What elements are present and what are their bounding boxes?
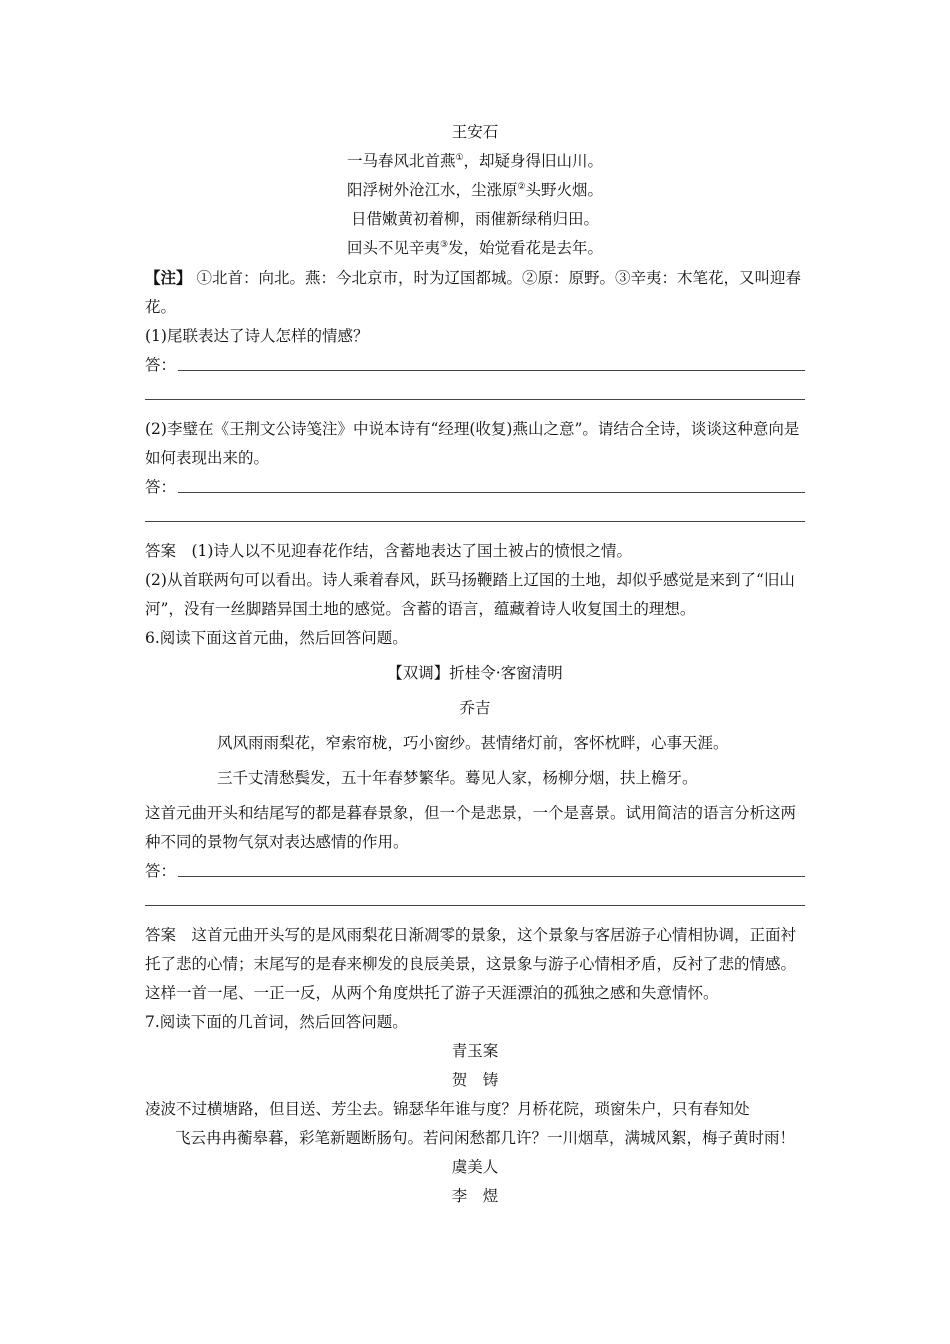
poem1-line-1: 一马春风北首燕①，却疑身得旧山川。	[346, 152, 604, 170]
qu-author: 乔吉	[459, 699, 491, 717]
answer-field-6[interactable]	[145, 857, 805, 886]
answer-5-1: 答案 (1)诗人以不见迎春花作结，含蓄地表达了国土被占的愤恨之情。	[145, 542, 632, 560]
question-5-1: (1)尾联表达了诗人怎样的情感？	[145, 327, 369, 345]
answer-blank-line[interactable]	[145, 380, 805, 409]
question-5-2: (2)李璧在《王荆文公诗笺注》中说本诗有“经理(收复)燕山之意”。请结合全诗，谈谈这种意向是如何表现出来的。	[145, 420, 800, 467]
qu-line-1: 风风雨雨梨花，窄索帘栊，巧小窗纱。甚情绪灯前，客怀枕畔，心事天涯。	[217, 734, 729, 752]
answer-label: 答：	[145, 862, 177, 880]
ci1-title: 青玉案	[451, 1042, 499, 1060]
ci1-line-1: 凌波不过横塘路，但目送、芳尘去。锦瑟华年谁与度？月桥花院，琐窗朱户，只有春知处	[145, 1100, 750, 1118]
question-7-intro: 7.阅读下面的几首词，然后回答问题。	[145, 1013, 408, 1031]
answer-field-5-1[interactable]	[145, 351, 805, 380]
answer-blank-line[interactable]	[145, 502, 805, 531]
question-6: 这首元曲开头和结尾写的都是暮春景象，但一个是悲景，一个是喜景。试用简洁的语言分析这两种不同的景物气氛对表达感情的作用。	[145, 804, 797, 851]
ci1-author: 贺 铸	[451, 1071, 499, 1089]
answer-rule	[178, 876, 805, 877]
answer-blank-line[interactable]	[145, 886, 805, 915]
qu-title: 【双调】折桂令·客窗清明	[387, 664, 563, 682]
poem1-line-2: 阳浮树外沧江水，尘涨原②头野火烟。	[346, 181, 604, 199]
question-6-intro: 6.阅读下面这首元曲，然后回答问题。	[145, 629, 408, 647]
document-page	[145, 118, 805, 1211]
qu-line-2: 三千丈清愁鬓发，五十年春梦繁华。蓦见人家，杨柳分烟，扶上檐牙。	[217, 769, 698, 787]
ci1-line-2: 飞云冉冉蘅皋暮，彩笔新题断肠句。若问闲愁都几许？一川烟草，满城风絮，梅子黄时雨！	[175, 1129, 796, 1147]
poem1-author: 王安石	[451, 123, 499, 141]
ci2-title: 虞美人	[451, 1158, 499, 1176]
poem1-line-3: 日借嫩黄初着柳，雨催新绿稍归田。	[350, 210, 599, 228]
poem1-line-4: 回头不见辛夷③发，始觉看花是去年。	[346, 239, 604, 257]
answer-label: 答：	[145, 478, 177, 496]
ci2-author: 李 煜	[451, 1187, 499, 1205]
answer-rule	[178, 370, 805, 371]
poem1-lines	[145, 147, 805, 263]
answer-6: 答案 这首元曲开头写的是风雨梨花日渐凋零的景象，这个景象与客居游子心情相协调，正面衬托了悲的心情；末尾写的是春来柳发的良辰美景，这景象与游子心情相矛盾，反衬了悲的情感。这样一首一尾、一正一反，从两个角度烘托了游子天涯漂泊的孤独之感和失意情怀。	[145, 926, 797, 1002]
answer-field-5-2[interactable]	[145, 473, 805, 502]
poem1-notes: 【注】 ①北首：向北。燕：今北京市，时为辽国都城。②原：原野。③辛夷：木笔花，又叫迎春花。	[145, 268, 801, 316]
answer-rule	[178, 492, 805, 493]
answer-label: 答：	[145, 356, 177, 374]
answer-5-2: (2)从首联两句可以看出。诗人乘着春风，跃马扬鞭踏上辽国的土地，却似乎感觉是来到了“旧山河”，没有一丝脚踏异国土地的感觉。含蓄的语言，蕴藏着诗人收复国土的理想。	[145, 571, 795, 618]
